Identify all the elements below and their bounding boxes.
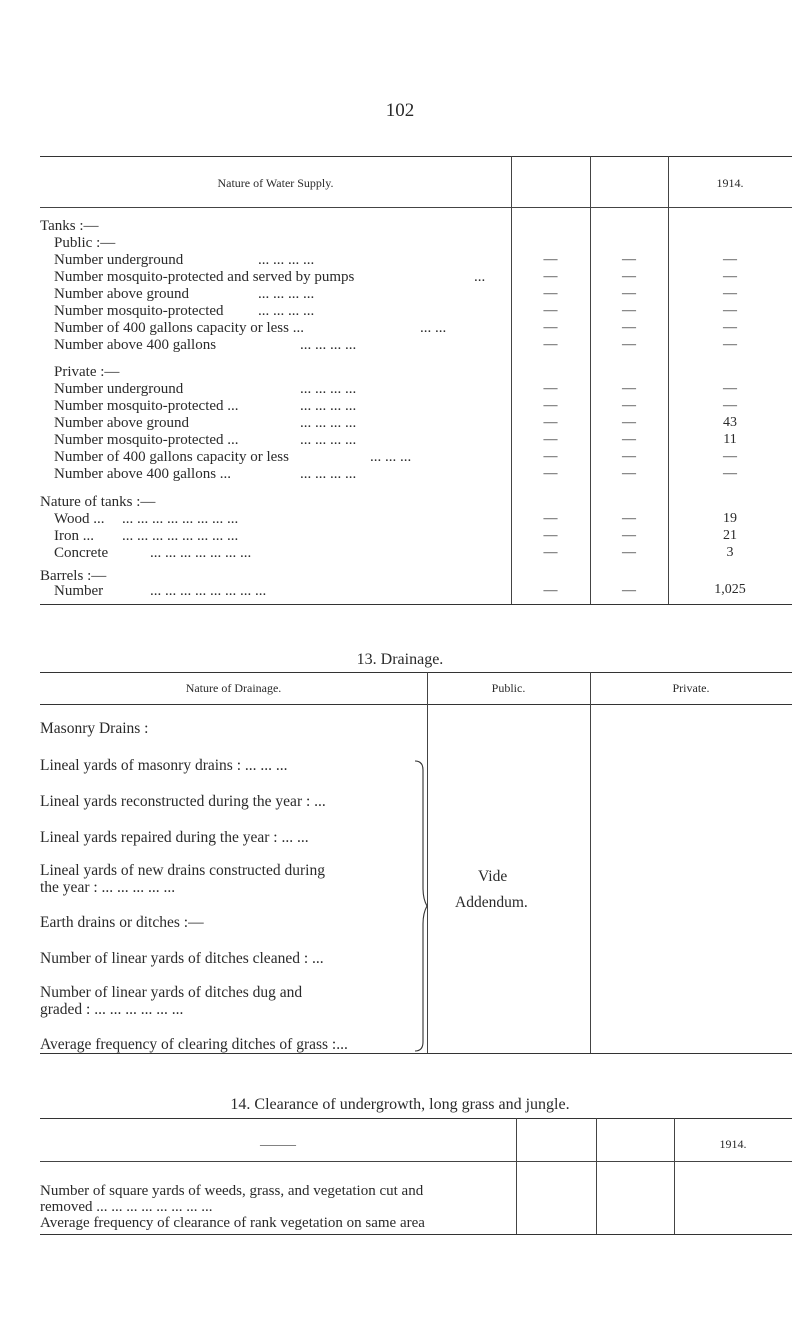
table-rule [40, 156, 792, 157]
row-leader: ... ... ... ... [300, 337, 357, 353]
row-label: Number of square yards of weeds, grass, and vegetation cut and [40, 1183, 424, 1199]
cell: — [543, 432, 558, 447]
cell: — [723, 398, 737, 413]
row-leader: ... ... ... ... [258, 286, 315, 302]
cell: — [622, 583, 636, 598]
group-label: Nature of tanks :— [40, 494, 156, 510]
header-year: 1914. [719, 1137, 747, 1151]
drainage-title: 13. Drainage. [356, 651, 444, 668]
cell: 43 [723, 415, 737, 430]
table-rule [40, 1234, 792, 1235]
cell: — [723, 269, 737, 284]
cell: 3 [726, 545, 734, 560]
row-label: Number [54, 583, 104, 599]
cell: — [543, 449, 558, 464]
cell: — [543, 286, 558, 301]
right-brace-icon [414, 760, 428, 1052]
header-nature: ——— [260, 1137, 296, 1151]
cell: — [543, 252, 558, 267]
row-label: Number mosquito-protected ... [54, 432, 239, 448]
cell: — [723, 286, 737, 301]
cell: — [622, 415, 636, 430]
table-rule [40, 1161, 792, 1162]
row-label: Lineal yards of new drains constructed during [40, 862, 325, 879]
cell: — [622, 449, 636, 464]
column-divider [596, 1118, 597, 1234]
row-label-continued: the year : ... ... ... ... ... [40, 879, 176, 896]
row-label: Earth drains or ditches :— [40, 914, 204, 931]
cell: — [622, 252, 636, 267]
cell: — [622, 320, 636, 335]
header-public: Public. [491, 681, 526, 695]
cell: — [543, 337, 558, 352]
row-leader: ... ... ... ... [300, 466, 357, 482]
row-label: Number mosquito-protected and served by pumps [54, 269, 355, 285]
table-rule [40, 672, 792, 673]
subgroup-label: Public :— [54, 235, 116, 251]
cell: — [543, 320, 558, 335]
row-label: Number mosquito-protected ... [54, 398, 239, 414]
cell: — [543, 583, 558, 598]
row-leader: ... ... ... ... ... ... ... ... [150, 583, 267, 599]
row-label: Lineal yards reconstructed during the year : ... [40, 793, 326, 810]
cell: — [723, 337, 737, 352]
row-label: Wood ... [54, 511, 105, 527]
row-label: Number above ground [54, 415, 189, 431]
row-leader: ... ... ... ... ... ... ... ... [122, 511, 239, 527]
cell: — [543, 415, 558, 430]
row-label: Number above 400 gallons ... [54, 466, 232, 482]
row-leader: ... [474, 269, 486, 285]
cell: — [723, 303, 737, 318]
cell: 11 [723, 432, 737, 447]
column-divider [516, 1118, 517, 1234]
cell: 21 [723, 528, 737, 543]
cell: — [543, 511, 558, 526]
row-label: Number of 400 gallons capacity or less [54, 449, 289, 465]
page-number: 102 [385, 100, 415, 121]
column-divider [674, 1118, 675, 1234]
row-label: Number mosquito-protected [54, 303, 224, 319]
row-label: Number of linear yards of ditches dug and [40, 984, 303, 1001]
row-leader: ... ... ... ... [258, 303, 315, 319]
cell: — [543, 528, 558, 543]
cell: — [543, 466, 558, 481]
row-leader: ... ... ... ... [300, 381, 357, 397]
row-label-continued: graded : ... ... ... ... ... ... [40, 1001, 184, 1018]
cell: — [543, 545, 558, 560]
row-label: Iron ... [54, 528, 94, 544]
cell: — [622, 398, 636, 413]
cell: — [622, 432, 636, 447]
row-leader: ... ... ... ... ... ... ... ... [122, 528, 239, 544]
row-label: Number above 400 gallons [54, 337, 217, 353]
cell: — [543, 269, 558, 284]
row-leader: ... ... ... ... [258, 252, 315, 268]
column-divider [590, 672, 591, 1053]
vide-text: Vide [478, 868, 508, 885]
cell: — [723, 381, 737, 396]
addendum-text: Addendum. [455, 894, 528, 911]
cell: — [622, 381, 636, 396]
cell: 19 [723, 511, 737, 526]
row-leader: ... ... ... ... ... ... ... [150, 545, 252, 561]
row-label: Average frequency of clearance of rank vegetation on same area [40, 1215, 425, 1231]
row-leader: ... ... [420, 320, 447, 336]
row-label: Number underground [54, 252, 184, 268]
table-rule [40, 604, 792, 605]
row-label: Concrete [54, 545, 109, 561]
cell: — [543, 398, 558, 413]
row-label: Lineal yards repaired during the year : ... ... [40, 829, 309, 846]
cell: — [622, 269, 636, 284]
row-label: Number above ground [54, 286, 189, 302]
header-private: Private. [672, 681, 710, 695]
cell: — [723, 466, 737, 481]
cell: — [622, 511, 636, 526]
row-label: Masonry Drains : [40, 720, 149, 737]
cell: — [622, 528, 636, 543]
subgroup-label: Private :— [54, 364, 120, 380]
header-nature: Nature of Drainage. [185, 681, 282, 695]
row-leader: ... ... ... ... [300, 398, 357, 414]
cell: — [723, 449, 737, 464]
row-label: Number underground [54, 381, 184, 397]
table-rule [40, 1118, 792, 1119]
row-label: Average frequency of clearing ditches of grass :... [40, 1036, 348, 1053]
cell: — [723, 252, 737, 267]
row-label: Number of 400 gallons capacity or less ... [54, 320, 304, 336]
row-leader: ... ... ... ... [300, 415, 357, 431]
cell: — [622, 337, 636, 352]
header-year: 1914. [716, 176, 744, 190]
cell: — [622, 545, 636, 560]
group-label: Barrels :— [40, 568, 107, 584]
cell: 1,025 [714, 582, 746, 597]
table-rule [40, 704, 792, 705]
row-leader: ... ... ... ... [300, 432, 357, 448]
cell: — [622, 286, 636, 301]
cell: — [622, 303, 636, 318]
row-label-continued: removed ... ... ... ... ... ... ... ... [40, 1199, 213, 1215]
clearance-title: 14. Clearance of undergrowth, long grass and jungle. [230, 1096, 570, 1113]
row-label: Lineal yards of masonry drains : ... ... ... [40, 757, 288, 774]
cell: — [543, 303, 558, 318]
row-label: Number of linear yards of ditches cleaned : ... [40, 950, 324, 967]
table-rule [40, 207, 792, 208]
cell: — [622, 466, 636, 481]
header-nature: Nature of Water Supply. [217, 176, 334, 190]
cell: — [543, 381, 558, 396]
row-leader: ... ... ... [370, 449, 412, 465]
cell: — [723, 320, 737, 335]
group-label: Tanks :— [40, 218, 99, 234]
